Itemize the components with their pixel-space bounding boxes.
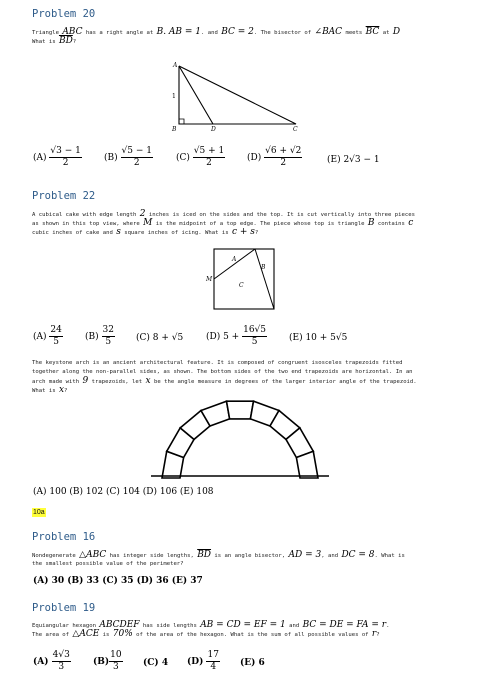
problem-22-answer-e: (E) 10 + 5√5 (289, 333, 348, 343)
keystone-text-line-2: together along the non-parallel sides, as shown. The bottom sides of the two end trapezoids are horizontal. In an (32, 369, 413, 375)
problem-22-answer-b: (B) $\frac{32}{5}$ (85, 325, 114, 347)
keystone-text-line-1: The keystone arch is an ancient architectural feature. It is composed of congruent isosceles trapezoids fitted (32, 360, 403, 366)
problem-20-answer-a: (A) $\frac{√3 - 1}{2}$ (33, 146, 81, 168)
problem-19-text-line-1: Equiangular hexagon ABCDEF has side lengths AB = CD = EF = 1 and BC = DE = FA = r. (32, 620, 390, 630)
keystone-answers: (A) 100 (B) 102 (C) 104 (D) 106 (E) 108 (33, 487, 214, 497)
problem-20-answer-d: (D) $\frac{√6 + √2}{2}$ (247, 146, 302, 168)
problem-22-heading: Problem 22 (32, 190, 96, 202)
arch-trapezoid (227, 401, 254, 419)
piece-b-label: B (261, 264, 266, 271)
problem-16-text-line-1: Nondegenerate △ABC has integer side lengths, $\overline{BD}$ is an angle bisector, AD = 3, and DC = 8. What is (32, 550, 405, 560)
problem-22-answer-a: (A) $\frac{24}{5}$ (33, 325, 62, 347)
vertex-d-label: D (211, 126, 216, 133)
problem-20-text-line-2: What is $\overline{BD}$? (32, 36, 77, 46)
problem-19-answer-e: (E) 6 (240, 658, 265, 668)
problem-16-text-line-2: the smallest possible value of the perimeter? (32, 561, 184, 567)
side-ab-label: 1 (172, 93, 176, 100)
problem-19-answer-c: (C) 4 (143, 658, 169, 668)
problem-19-answer-a: (A) $\frac{4√3}{3}$ (33, 650, 70, 672)
keystone-arch-figure (150, 400, 330, 482)
problem-16-answers: (A) 30 (B) 33 (C) 35 (D) 36 (E) 37 (33, 576, 203, 586)
vertex-c-label: C (293, 126, 298, 133)
problem-20-heading: Problem 20 (32, 8, 96, 20)
problem-19-heading: Problem 19 (32, 602, 96, 614)
piece-a-label: A (232, 256, 237, 263)
problem-20-answer-b: (B) $\frac{√5 - 1}{2}$ (104, 146, 152, 168)
problem-19-text-line-2: The area of △ACE is 70% of the area of the hexagon. What is the sum of all possible values of r? (32, 629, 380, 639)
problem-22-text-line-1: A cubical cake with edge length 2 inches is iced on the sides and the top. It is cut vertically into three pieces (32, 209, 415, 219)
problem-22-answer-d: (D) 5 + $\frac{16√5}{5}$ (206, 325, 267, 347)
keystone-text-line-3: arch made with 9 trapezoids, let x be the angle measure in degrees of the larger interior angle of the trapezoid. (32, 376, 417, 386)
piece-c-label: C (239, 282, 244, 289)
cake-top-view-figure (205, 242, 280, 317)
problem-19-answer-b: (B) $\frac{10}{3}$ (93, 650, 122, 672)
problem-20-text-line-1: Triangle ABC has a right angle at B. AB = 1. and BC = 2. The bisector of ∠BAC meets $\overline{BC}$ at D (32, 27, 401, 37)
vertex-a-label: A (173, 62, 178, 69)
problem-19-answer-d: (D) $\frac{17}{4}$ (187, 650, 219, 672)
vertex-b-label: B (172, 126, 177, 133)
problem-22-answer-c: (C) 8 + √5 (136, 333, 184, 343)
year-tag-highlight: 10a (33, 509, 45, 516)
right-triangle-figure (165, 58, 305, 136)
problem-16-heading: Problem 16 (32, 531, 96, 543)
problem-22-text-line-3: cubic inches of cake and s square inches of icing. What is c + s? (32, 227, 259, 237)
problem-20-answer-e: (E) 2√3 − 1 (327, 155, 380, 165)
problem-22-text-line-2: as shown in this top view, where M is the midpoint of a top edge. The piece whose top is triangle B contains c (32, 218, 414, 228)
problem-20-answer-c: (C) $\frac{√5 + 1}{2}$ (176, 146, 225, 168)
keystone-text-line-4: What is x? (32, 385, 68, 395)
midpoint-m-label: M (206, 276, 213, 283)
